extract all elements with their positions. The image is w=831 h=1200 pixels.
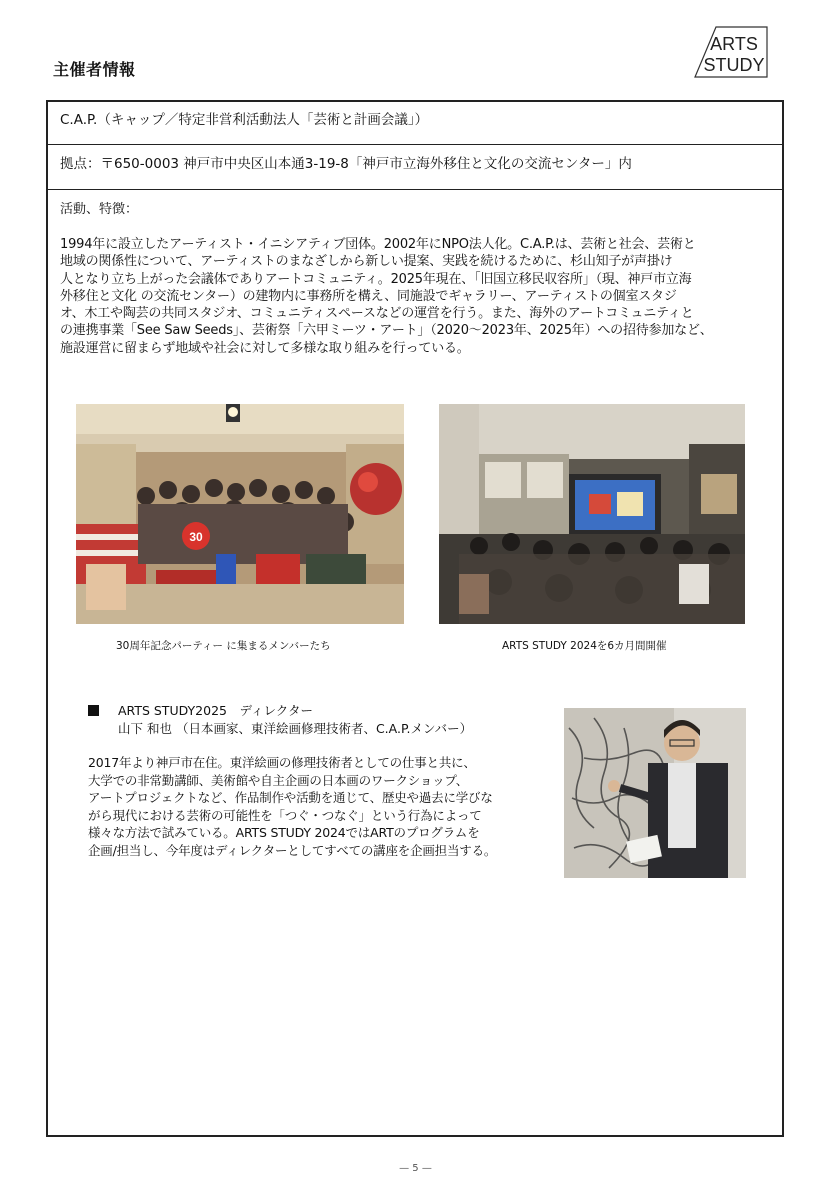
logo-line2: STUDY	[703, 55, 765, 75]
study-photo-caption: ARTS STUDY 2024を6カ月間開催	[502, 640, 667, 652]
director-photo	[564, 708, 746, 878]
activity-label: 活動、特徴：	[60, 202, 139, 217]
activity-line: 施設運営に留まらず地域や社会に対して多様な取り組みを行っている。	[60, 340, 470, 356]
bio-line: 大学での非常勤講師、美術館や自主企画の日本画のワークショップ、	[88, 772, 469, 788]
bio-line: 2017年より神戸市在住。東洋絵画の修理技術者としての仕事と共に、	[88, 755, 476, 770]
activity-line: 人となり立ち上がった会議体でありアートコミュニティ。2025年現在、「旧国立移民収容所」（現、神戸市立海	[60, 271, 692, 287]
party-photo	[76, 404, 404, 624]
page-number: — 5 —	[399, 1163, 432, 1174]
page-title: 主催者情報	[53, 60, 136, 79]
study-session-photo	[439, 404, 745, 624]
bio-line: 企画/担当し、今年度はディレクターとしてすべての講座を企画担当する。	[88, 842, 497, 858]
director-title: ARTS STUDY2025 ディレクター	[118, 703, 313, 718]
org-address: 拠点：〒650-0003 神戸市中央区山本通3-19-8「神戸市立海外移住と文化の交流センター」内	[48, 145, 782, 190]
svg-text:30: 30	[189, 530, 203, 544]
activity-line: 地域の関係性について、アーティストのまなざしから新しい提案、実践を続けるために、杉山知子が声掛け	[60, 254, 673, 270]
bio-line: アートプロジェクトなど、作品制作や活動を通じて、歴史や過去に学びな	[88, 790, 493, 806]
bio-line: 様々な方法で試みている。ARTS STUDY 2024ではARTのプログラムを	[88, 825, 480, 841]
activity-line: 1994年に設立したアーティスト・イニシアティブ団体。2002年にNPO法人化。C.A.P.は、芸術と社会、芸術と	[60, 237, 696, 252]
director-name: 山下 和也 （日本画家、東洋絵画修理技術者、C.A.P.メンバー）	[118, 721, 473, 736]
activity-line: 外移住と文化 の交流センター）の建物内に事務所を構え、同施設でギャラリー、アーティストの個室スタジ	[60, 288, 677, 304]
activity-line: の連携事業「See Saw Seeds」、芸術祭「六甲ミーツ・アート」（2020～2023年、2025年）への招待参加など、	[60, 323, 713, 339]
bio-line: がら現代における芸術の可能性を「つぐ・つなぐ」という行為によって	[88, 807, 482, 823]
director-bio	[88, 754, 560, 860]
org-name: C.A.P.（キャップ／特定非営利活動法人「芸術と計画会議」）	[48, 102, 782, 145]
logo-line1: ARTS	[710, 34, 758, 54]
arts-study-logo	[694, 26, 768, 78]
activity-line: オ、木工や陶芸の共同スタジオ、コミュニティスペースなどの運営を行う。また、海外のアートコミュニティと	[60, 306, 694, 322]
square-bullet-icon	[88, 705, 99, 716]
party-photo-caption: 30周年記念パーティー に集まるメンバーたち	[116, 640, 331, 652]
activity-description	[60, 236, 778, 357]
organizer-info-box	[46, 100, 784, 1137]
